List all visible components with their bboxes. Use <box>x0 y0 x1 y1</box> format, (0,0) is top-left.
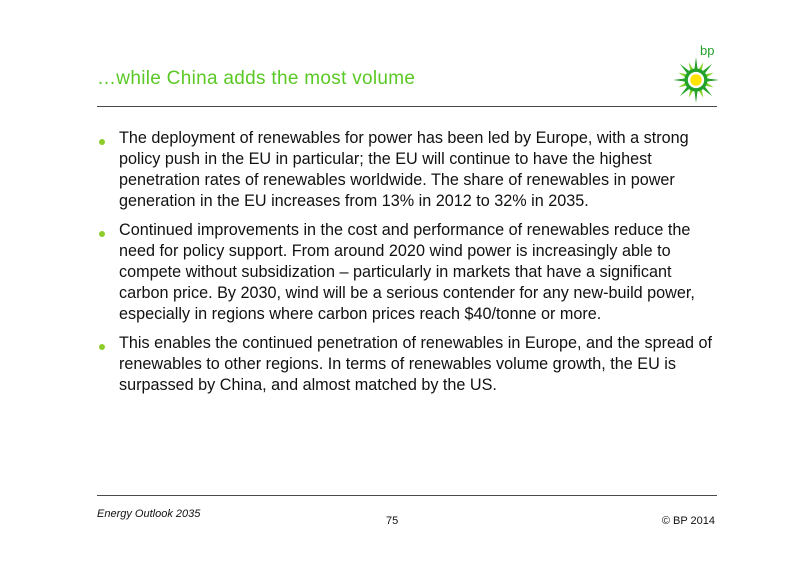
bullet-item <box>97 333 717 396</box>
bottom-divider <box>97 495 717 496</box>
bp-wordmark: bp <box>700 43 715 58</box>
bullet-list <box>97 128 717 404</box>
bullet-text: The deployment of renewables for power has been led by Europe, with a strong policy push in the EU in particular; the EU will continue to have the highest penetration rates of renewables worldwide. The share of renewables in power generation in the EU increases from 13% in 2012 to 32% in 2035. <box>119 129 689 210</box>
bullet-dot-icon <box>99 139 105 145</box>
page-number: 75 <box>386 515 399 527</box>
top-divider <box>97 106 717 107</box>
bullet-dot-icon <box>99 344 105 350</box>
bullet-text: This enables the continued penetration of renewables in Europe, and the spread of renewables to other regions. In terms of renewables volume growth, the EU is surpassed by China, and almost matched by the US. <box>119 334 713 394</box>
bullet-item <box>97 128 717 212</box>
publication-title: Energy Outlook 2035 <box>97 508 201 520</box>
bullet-item <box>97 220 717 325</box>
bp-helios-logo-icon <box>672 56 720 104</box>
copyright-notice: © BP 2014 <box>661 515 715 527</box>
bullet-text: Continued improvements in the cost and performance of renewables reduce the need for policy support. From around 2020 wind power is increasingly able to compete without subsidization – particularly in markets that have a significant carbon price. By 2030, wind will be a serious contender for any new-build power, especially in regions where carbon prices reach $40/tonne or more. <box>119 221 695 323</box>
slide-title: …while China adds the most volume <box>97 68 416 89</box>
bullet-dot-icon <box>99 231 105 237</box>
